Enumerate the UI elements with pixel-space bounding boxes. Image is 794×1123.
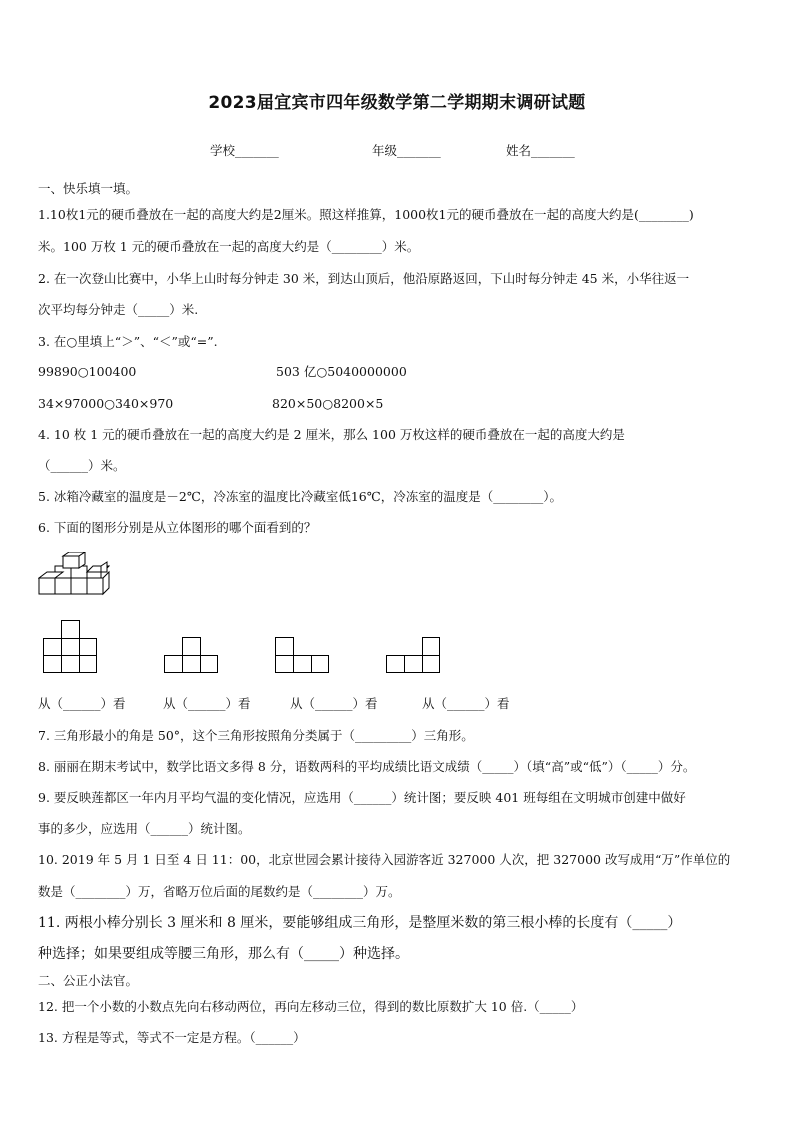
- question-6-answer-3: 从（______）看: [290, 696, 378, 711]
- view-figure-2: [163, 637, 219, 674]
- question-2-line-2: 次平均每分钟走（_____）米.: [38, 302, 199, 317]
- question-4-line-1: 4. 10 枚 1 元的硬币叠放在一起的高度大约是 2 厘米，那么 100 万枚这样的硬币叠放在一起的高度大约是: [38, 427, 625, 442]
- school-field[interactable]: 学校_______: [210, 143, 279, 158]
- question-2-line-1: 2. 在一次登山比赛中，小华上山时每分钟走 30 米，到达山顶后，他沿原路返回，下山时每分钟走 45 米，小华往返一: [38, 271, 690, 286]
- question-7: 7. 三角形最小的角是 50°，这个三角形按照角分类属于（_________）三角形。: [38, 728, 474, 743]
- question-4-line-2: （______）米。: [38, 458, 126, 473]
- question-10-line-1: 10. 2019 年 5 月 1 日至 4 日 11：00，北京世园会累计接待入园游客近 327000 人次，把 327000 改写成用“万”作单位的: [38, 852, 731, 867]
- page-title: 2023届宜宾市四年级数学第二学期期末调研试题: [208, 93, 586, 113]
- question-9-line-2: 事的多少，应选用（______）统计图。: [38, 821, 251, 836]
- question-5: 5. 冰箱冷藏室的温度是－2℃，冷冻室的温度比冷藏室低16℃，冷冻室的温度是（________）。: [38, 489, 562, 504]
- question-3-line-1: 3. 在○里填上“＞”、“＜”或“=”.: [38, 334, 218, 349]
- name-field[interactable]: 姓名_______: [506, 143, 575, 158]
- question-11-line-1: 11. 两根小棒分别长 3 厘米和 8 厘米，要能够组成三角形，是整厘米数的第三根小棒的长度有（_____）: [38, 915, 682, 931]
- view-figure-1: [42, 620, 98, 674]
- section-heading-2: 二、公正小法官。: [38, 973, 139, 988]
- view-figure-3: [274, 637, 330, 674]
- cube-stack-figure: [38, 552, 110, 598]
- question-6-answer-4: 从（______）看: [422, 696, 510, 711]
- question-11-line-2: 种选择；如果要组成等腰三角形，那么有（_____）种选择。: [38, 946, 409, 962]
- grade-field[interactable]: 年级_______: [372, 143, 441, 158]
- question-8: 8. 丽丽在期末考试中，数学比语文多得 8 分，语数两科的平均成绩比语文成绩（_____）（填“高”或“低”）（_____）分。: [38, 759, 696, 774]
- question-3a: 99890○100400: [38, 364, 137, 379]
- view-figure-4: [385, 637, 441, 674]
- question-1-line-2: 米。100 万枚 1 元的硬币叠放在一起的高度大约是（________）米。: [38, 239, 420, 254]
- question-6-answer-2: 从（______）看: [163, 696, 251, 711]
- question-12: 12. 把一个小数的小数点先向右移动两位，再向左移动三位，得到的数比原数扩大 10 倍.（_____）: [38, 999, 584, 1014]
- question-13: 13. 方程是等式，等式不一定是方程。（______）: [38, 1030, 306, 1045]
- section-heading-1: 一、快乐填一填。: [38, 181, 139, 196]
- question-6-answer-1: 从（______）看: [38, 696, 126, 711]
- question-9-line-1: 9. 要反映莲都区一年内月平均气温的变化情况，应选用（______）统计图；要反映 401 班每组在文明城市创建中做好: [38, 790, 686, 805]
- question-1-line-1: 1.10枚1元的硬币叠放在一起的高度大约是2厘米。照这样推算，1000枚1元的硬币叠放在一起的高度大约是(________): [38, 207, 694, 222]
- question-10-line-2: 数是（________）万，省略万位后面的尾数约是（________）万。: [38, 884, 401, 899]
- question-3c: 34×97000○340×970: [38, 396, 174, 411]
- question-3b: 503 亿○5040000000: [276, 364, 407, 379]
- question-3d: 820×50○8200×5: [272, 396, 384, 411]
- question-6-line-1: 6. 下面的图形分别是从立体图形的哪个面看到的？: [38, 520, 317, 535]
